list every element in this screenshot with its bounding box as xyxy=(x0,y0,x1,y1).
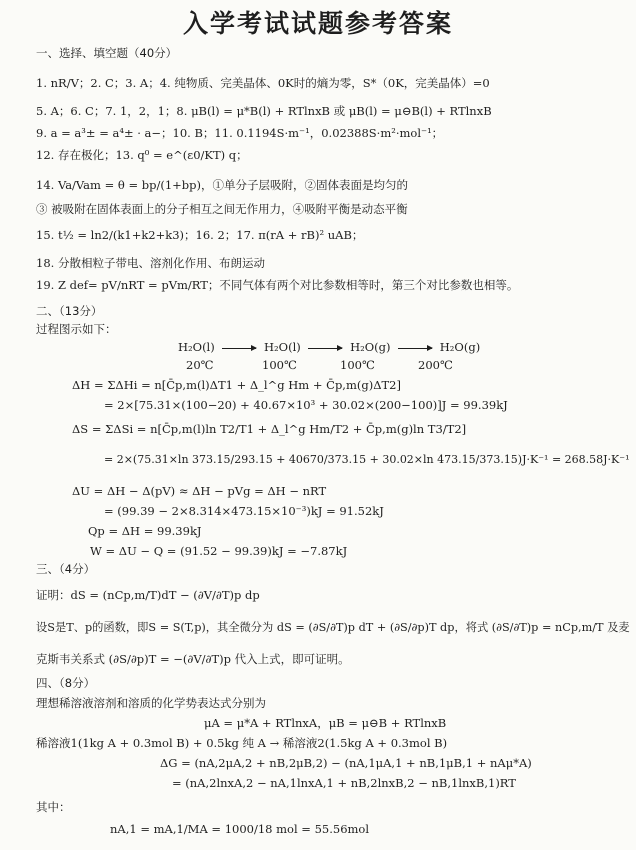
answer-line-s4d: ΔG = (nA,2μA,2 + nB,2μB,2) − (nA,1μA,1 + nB,1μB,1 + nAμ*A) xyxy=(160,756,532,770)
process-scheme xyxy=(178,340,480,354)
answer-line-qp: Qp = ΔH = 99.39kJ xyxy=(88,524,202,538)
answer-line-s4: 四、（8分） xyxy=(36,676,96,690)
answer-line-q14b: ③ 被吸附在固体表面上的分子相互之间无作用力，④吸附平衡是动态平衡 xyxy=(36,202,408,216)
answer-line-s3c: 克斯韦关系式 (∂S/∂p)T = −(∂V/∂T)p 代入上式，即可证明。 xyxy=(36,652,350,666)
answer-line-s4f: 其中： xyxy=(36,800,71,814)
answer-line-ds2: = 2×(75.31×ln 373.15/293.15 + 40670/373.15 + 30.02×ln 473.15/373.15)J·K⁻¹ = 268.58J·K⁻¹ xyxy=(104,453,630,466)
answer-line-dh2: = 2×[75.31×(100−20) + 40.67×10³ + 30.02×(200−100)]J = 99.39kJ xyxy=(104,398,508,412)
scheme-state-1: H₂O(l) xyxy=(178,340,215,354)
answer-line-s3a: 证明：dS = (nCp,m/T)dT − (∂V/∂T)p dp xyxy=(36,588,260,602)
scheme-state-4: H₂O(g) xyxy=(439,340,481,354)
answer-line-q14: 14. Va/Vam = θ = bp/(1+bp)，①单分子层吸附，②固体表面是均匀的 xyxy=(36,178,408,192)
answer-line-du2: = (99.39 − 2×8.314×473.15×10⁻³)kJ = 91.52kJ xyxy=(104,504,384,518)
arrow-icon xyxy=(308,348,342,349)
answer-line-q9: 9. a = a³± = a⁴± · a−；10. B；11. 0.1194S·m⁻¹，0.02388S·m²·mol⁻¹； xyxy=(36,126,444,140)
answer-line-s4e: = (nA,2lnxA,2 − nA,1lnxA,1 + nB,2lnxB,2 − nB,1lnxB,1)RT xyxy=(172,776,516,790)
answer-line-dh1: ΔH = ΣΔHi = n[C̄p,m(l)ΔT1 + Δ_l^g Hm + C̄p,m(g)ΔT2] xyxy=(72,378,401,392)
answer-line-s4a: 理想稀溶液溶剂和溶质的化学势表达式分别为 xyxy=(36,696,266,710)
scheme-temp-2: 100℃ xyxy=(262,358,297,372)
scheme-temp-3: 100℃ xyxy=(340,358,375,372)
answer-line-q15: 15. t½ = ln2/(k1+k2+k3)；16. 2；17. π(rA + rB)² uAB； xyxy=(36,228,364,242)
answer-line-s1: 一、选择、填空题（40分） xyxy=(36,46,178,60)
scheme-temp-1: 20℃ xyxy=(186,358,214,372)
answer-line-s4b: μA = μ*A + RTlnxA，μB = μ⊖B + RTlnxB xyxy=(204,716,447,730)
answer-line-s2: 二、（13分） xyxy=(36,304,103,318)
arrow-icon xyxy=(222,348,256,349)
scheme-state-2: H₂O(l) xyxy=(264,340,301,354)
answer-line-s2a: 过程图示如下： xyxy=(36,322,117,336)
answer-line-q19: 19. Z def= pV/nRT = pVm/RT；不同气体有两个对比参数相等时，第三个对比参数也相等。 xyxy=(36,278,519,292)
answer-line-s4g: nA,1 = mA,1/MA = 1000/18 mol = 55.56mol xyxy=(110,822,370,836)
answer-line-ds1: ΔS = ΣΔSi = n[C̄p,m(l)ln T2/T1 + Δ_l^g Hm/T2 + C̄p,m(g)ln T3/T2] xyxy=(72,422,467,436)
arrow-icon xyxy=(398,348,432,349)
answer-line-q12: 12. 存在极化；13. q⁰ = e^(ε0/KT) q； xyxy=(36,148,248,162)
answer-line-w: W = ΔU − Q = (91.52 − 99.39)kJ = −7.87kJ xyxy=(90,544,348,558)
answer-line-q18: 18. 分散相粒子带电、溶剂化作用、布朗运动 xyxy=(36,256,265,270)
answer-line-s3b: 设S是T、p的函数，即S = S(T,p)，其全微分为 dS = (∂S/∂T)p dT + (∂S/∂p)T dp，将式 (∂S/∂T)p = nCp,m/T 及麦 xyxy=(36,621,630,634)
answer-line-du1: ΔU = ΔH − Δ(pV) ≈ ΔH − pVg = ΔH − nRT xyxy=(72,484,327,498)
page-title: 入学考试试题参考答案 xyxy=(182,9,453,38)
answer-line-q1: 1. nR/V；2. C；3. A；4. 纯物质、完美晶体、0K时的熵为零，S*（0K，完美晶体）=0 xyxy=(36,76,490,90)
answer-line-q5: 5. A；6. C；7. 1，2，1；8. μB(l) = μ*B(l) + RTlnxB 或 μB(l) = μ⊖B(l) + RTlnxB xyxy=(36,104,492,118)
scheme-temp-4: 200℃ xyxy=(418,358,453,372)
answer-line-s4c: 稀溶液1(1kg A + 0.3mol B) + 0.5kg 纯 A → 稀溶液2(1.5kg A + 0.3mol B) xyxy=(36,736,448,750)
answer-line-s3: 三、（4分） xyxy=(36,562,96,576)
scheme-state-3: H₂O(g) xyxy=(350,340,391,354)
